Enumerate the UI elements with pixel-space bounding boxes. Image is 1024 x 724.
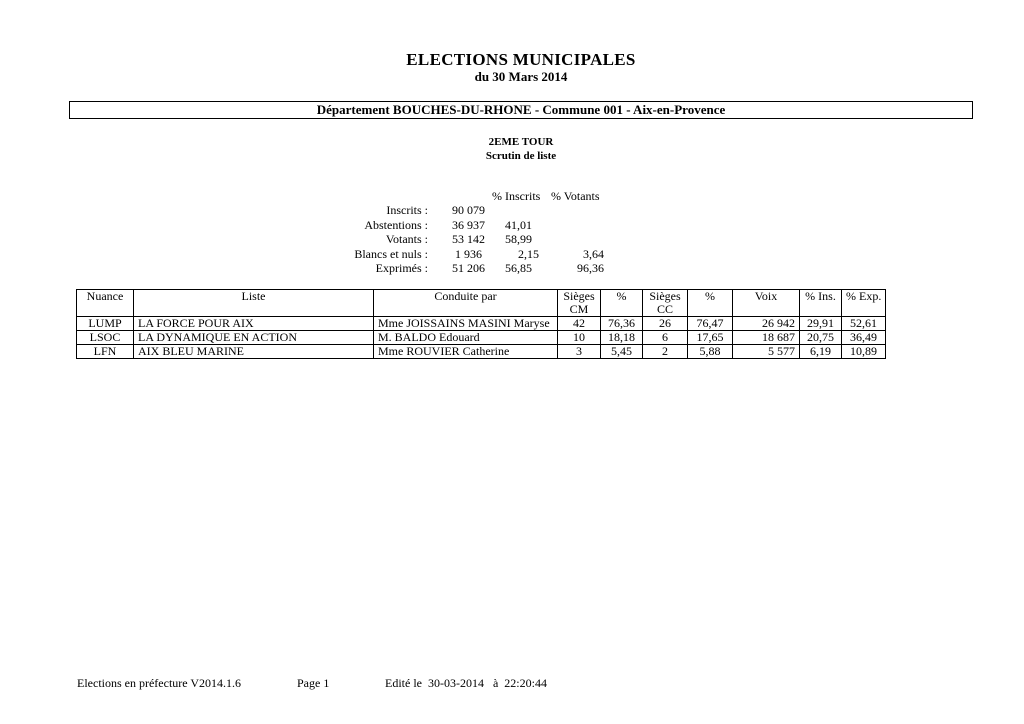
stat-pct-votants: 3,64 [583,246,604,261]
stat-value: 51 206 [452,261,485,275]
cell-pct-cm: 76,36 [601,317,643,331]
cell-pct-exp: 10,89 [842,345,886,359]
cell-voix: 18 687 [733,331,800,345]
stat-pct-inscrits: 56,85 [505,261,532,275]
stat-value: 53 142 [452,232,485,246]
header-sieges-cm [558,290,601,317]
header-pct-ins: % Ins. [800,290,842,317]
cell-liste: AIX BLEU MARINE [134,345,374,359]
table-row [77,331,886,345]
stat-value: 1 936 [455,246,482,261]
header-pct-cm: % [601,290,643,317]
header-liste: Liste [134,290,374,317]
cell-liste: LA DYNAMIQUE EN ACTION [134,331,374,345]
cell-pct-cc: 76,47 [688,317,733,331]
round-label: 2EME TOUR [488,136,554,148]
cell-pct-exp: 36,49 [842,331,886,345]
table-row [77,317,886,331]
header-sieges-cc-line1: Sièges [649,289,681,303]
cell-pct-ins: 20,75 [800,331,842,345]
cell-conduite: Mme ROUVIER Catherine [374,345,558,359]
stat-pct-inscrits: 58,99 [505,232,532,246]
ballot-type: Scrutin de liste [485,150,557,162]
cell-sieges-cm: 3 [558,345,601,359]
cell-conduite: M. BALDO Edouard [374,331,558,345]
header-pct-exp: % Exp. [842,290,886,317]
cell-sieges-cm: 10 [558,331,601,345]
cell-pct-cm: 18,18 [601,331,643,345]
cell-nuance: LUMP [77,317,134,331]
cell-pct-cc: 5,88 [688,345,733,359]
footer-app-version: Elections en préfecture V2014.1.6 [77,676,242,690]
header-sieges-cc [643,290,688,317]
header-sieges-cm-line1: Sièges [563,289,595,303]
header-voix: Voix [733,290,800,317]
stat-label: Votants : [385,232,428,246]
col-header-pct-votants: % Votants [551,189,600,203]
stat-label: Inscrits : [386,203,428,217]
stat-label: Exprimés : [375,261,428,275]
cell-sieges-cc: 2 [643,345,688,359]
cell-sieges-cc: 26 [643,317,688,331]
footer-page-number: Page 1 [297,676,330,690]
cell-nuance: LSOC [77,331,134,345]
cell-liste: LA FORCE POUR AIX [134,317,374,331]
cell-pct-ins: 29,91 [800,317,842,331]
header-pct-cc: % [688,290,733,317]
cell-conduite: Mme JOISSAINS MASINI Maryse [374,317,558,331]
header-sieges-cm-line2: CM [569,302,589,316]
stat-pct-votants: 96,36 [577,261,604,275]
header-nuance: Nuance [77,290,134,317]
header-conduite: Conduite par [374,290,558,317]
cell-sieges-cm: 42 [558,317,601,331]
col-header-pct-inscrits: % Inscrits [492,189,541,203]
stat-pct-inscrits: 2,15 [518,246,539,261]
stat-value: 36 937 [452,217,485,232]
results-table [76,289,886,359]
cell-sieges-cc: 6 [643,331,688,345]
stat-value: 90 079 [452,203,485,217]
stat-label: Blancs et nuls : [354,246,428,261]
document-title: ELECTIONS MUNICIPALES [406,50,636,69]
cell-pct-cm: 5,45 [601,345,643,359]
department-commune-banner: Département BOUCHES-DU-RHONE - Commune 001 - Aix-en-Provence [69,101,973,119]
cell-pct-cc: 17,65 [688,331,733,345]
footer-edit-timestamp: Edité le 30-03-2014 à 22:20:44 [385,676,547,690]
stat-pct-inscrits: 41,01 [505,217,532,232]
cell-voix: 5 577 [733,345,800,359]
cell-pct-ins: 6,19 [800,345,842,359]
cell-voix: 26 942 [733,317,800,331]
table-header-row [77,290,886,317]
cell-nuance: LFN [77,345,134,359]
header-sieges-cc-line2: CC [656,302,673,316]
table-row [77,345,886,359]
election-date: du 30 Mars 2014 [474,69,568,84]
stat-label: Abstentions : [364,217,428,232]
cell-pct-exp: 52,61 [842,317,886,331]
